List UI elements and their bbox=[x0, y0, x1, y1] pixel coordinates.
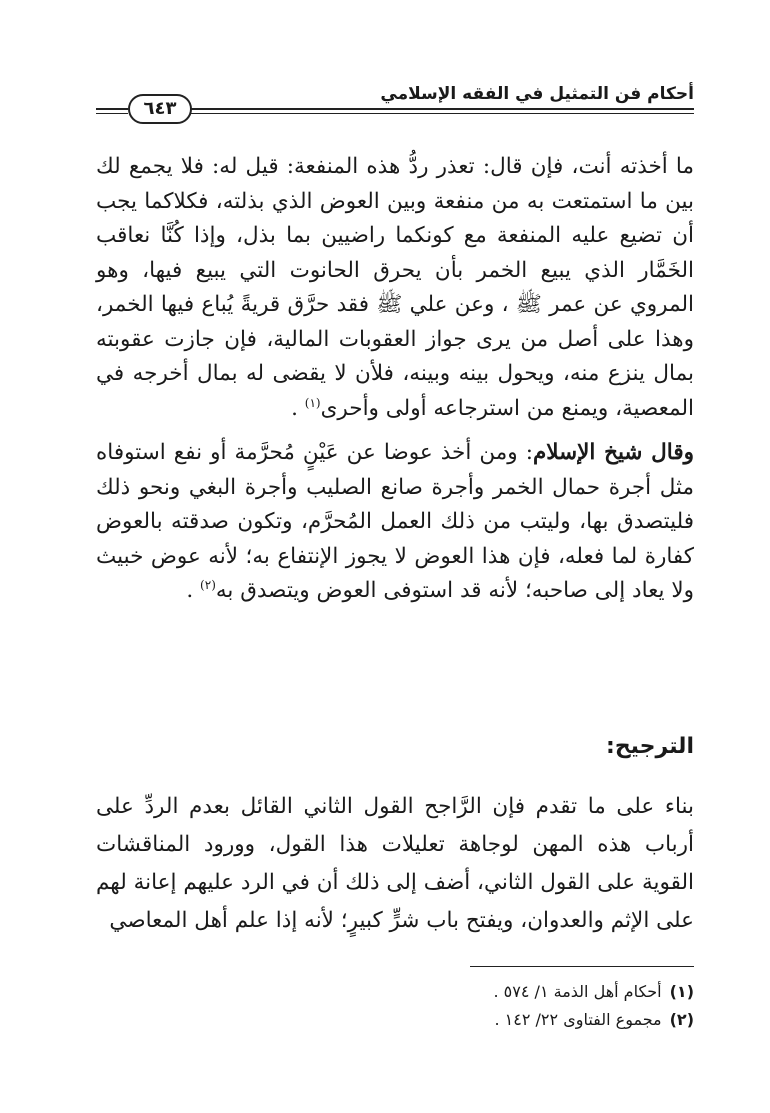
paragraph-1 bbox=[96, 150, 694, 426]
footnotes bbox=[494, 978, 695, 1034]
paragraph-2-text: : ومن أخذ عوضا عن عَيْنٍ مُحرَّمة أو نفع استوفاه مثل أجرة حمال الخمر وأجرة صانع الصليب وأجرة البغي ونحو ذلك فليتصدق بها، وليتب من ذلك العمل المُحرَّم، وتكون صدقته بالعوض كفارة لما فعله، فإن هذا العوض لا يجوز الإنتفاع به؛ لأنه عوض خبيث ولا يعاد إلى صاحبه؛ لأنه قد استوفى العوض ويتصدق به bbox=[96, 440, 694, 603]
footnote-1-number: (١) bbox=[669, 982, 694, 1001]
footnote-1 bbox=[494, 978, 695, 1006]
page-header bbox=[96, 84, 694, 124]
paragraph-3: بناء على ما تقدم فإن الرَّاجح القول الثاني القائل بعدم الردِّ على أرباب هذه المهن لوجاهة تعليلات هذا القول، وورود المناقشات القوية على القول الثاني، أضف إلى ذلك أن في الرد عليهم إعانة لهم على الإثم والعدوان، ويفتح باب شرٍّ كبيرٍ؛ لأنه إذا علم أهل المعاصي bbox=[96, 794, 694, 933]
footnote-1-text: أحكام أهل الذمة ١/ ٥٧٤ . bbox=[493, 982, 662, 1001]
footnote-ref-1: (١) bbox=[304, 395, 321, 410]
footnote-2 bbox=[494, 1006, 695, 1034]
footnote-2-number: (٢) bbox=[669, 1010, 694, 1029]
footnote-2-text: مجموع الفتاوى ٢٢/ ١٤٢ . bbox=[494, 1010, 662, 1029]
running-title: أحكام فن التمثيل في الفقه الإسلامي bbox=[380, 84, 694, 104]
header-rule-thin bbox=[188, 113, 694, 114]
paragraph-2-end: . bbox=[186, 578, 201, 603]
main-text bbox=[96, 150, 694, 619]
main-text-continued bbox=[96, 788, 694, 940]
header-rule bbox=[188, 108, 694, 110]
page-number: ٦٤٣ bbox=[128, 94, 192, 124]
header-rule-left bbox=[96, 108, 128, 110]
paragraph-1-text: ما أخذته أنت، فإن قال: تعذر ردُّ هذه المنفعة: قيل له: فلا يجمع لك بين ما استمتعت به من منفعة وبين العوض الذي بذلته، فكلاكما يجب أن تضيع عليه المنفعة مع كونكما راضيين بما بذل، وإذا كُنَّا نعاقب الخَمَّار الذي يبيع الخمر بأن يحرق الحانوت التي يبيع فيها، وهو المروي عن عمر ﷺ ، وعن علي ﷺ فقد حرَّق قريةً يُباع فيها الخمر، وهذا على أصل من يرى جواز العقوبات المالية، فإن جازت عقوبته بمال ينزع منه، ويحول بينه وبينه، فلأن لا يقضى له بمال أخرجه في المعصية، ويمنع من استرجاعه أولى وأحرى bbox=[96, 154, 694, 421]
paragraph-2 bbox=[96, 436, 694, 609]
section-heading: الترجيح: bbox=[606, 734, 694, 759]
paragraph-1-end: . bbox=[291, 395, 305, 421]
paragraph-2-lead: وقال شيخ الإسلام bbox=[532, 440, 694, 465]
footnote-ref-2: (٢) bbox=[200, 577, 216, 592]
footnote-divider bbox=[470, 966, 694, 967]
header-rule-left-thin bbox=[96, 113, 128, 114]
